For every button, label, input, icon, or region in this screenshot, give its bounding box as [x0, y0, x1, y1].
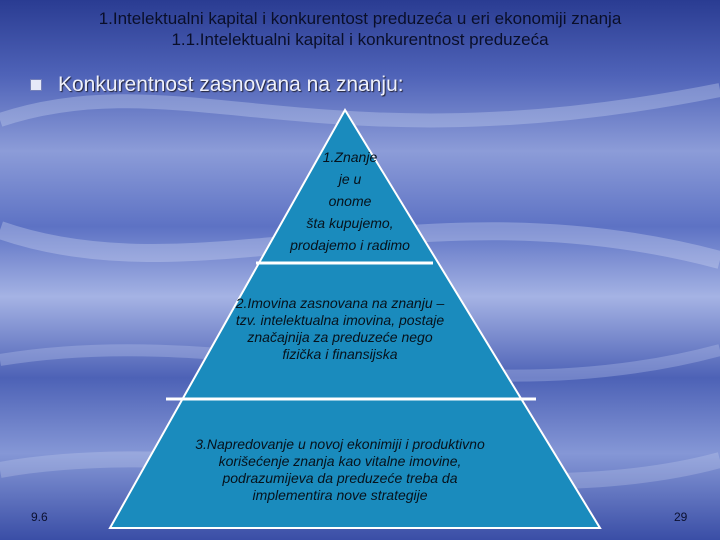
level-2-line: značajnija za preduzeće nego [247, 329, 433, 345]
level-2-line: 2.Imovina zasnovana na znanju – [235, 295, 445, 311]
level-1-line: 1.Znanje [322, 149, 378, 165]
level-2-line: fizička i finansijska [282, 346, 398, 362]
level-3-line: podrazumijeva da preduzeće treba da [222, 470, 458, 486]
level-1-line: šta kupujemo, [306, 215, 394, 231]
level-3-line: implementira nove strategije [252, 487, 428, 503]
level-3-line: korišećenje znanja kao vitalne imovine, [218, 453, 462, 469]
pyramid-level-1 [240, 146, 460, 256]
pyramid-level-2 [170, 295, 510, 363]
level-3-line: 3.Napredovanje u novoj ekonimiji i produktivno [195, 436, 485, 452]
slide-number: 29 [674, 510, 688, 524]
title-line-2: 1.1.Intelektualni kapital i konkurentnost preduzeća [171, 30, 549, 49]
pyramid-level-3 [130, 436, 550, 504]
level-1-line: je u [338, 171, 362, 187]
footer-date: 9.6 [31, 510, 48, 524]
level-2-line: tzv. intelektualna imovina, postaje [235, 312, 445, 328]
level-1-line: prodajemo i radimo [290, 237, 410, 253]
level-1-line: onome [328, 193, 372, 209]
title-line-1: 1.Intelektualni kapital i konkurentost preduzeća u eri ekonomiji znanja [98, 9, 622, 28]
bullet-text: Konkurentnost zasnovana na znanju: [58, 73, 404, 96]
